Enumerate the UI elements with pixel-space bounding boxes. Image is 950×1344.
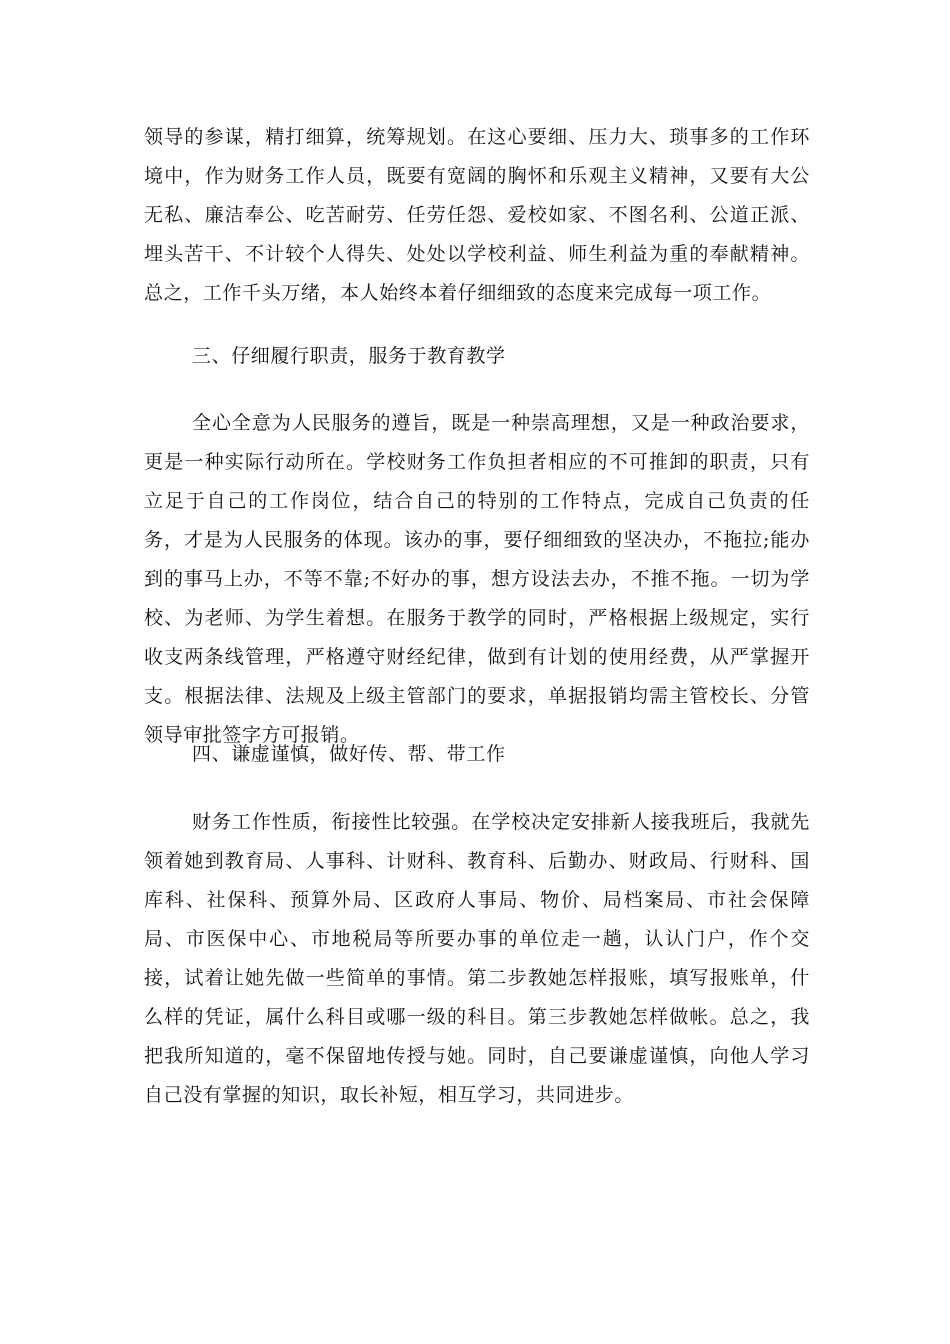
section-heading-4: 四、谦虚谨慎，做好传、帮、带工作 [192, 743, 506, 765]
paragraph-section-3: 全心全意为人民服务的遵旨，既是一种崇高理想，又是一种政治要求，更是一种实际行动所在。学校财务工作负担者相应的不可推卸的职责，只有立足于自己的工作岗位，结合自己的特别的工作特点，完成自己负责的任务，才是为人民服务的体现。该办的事，要仔细细致的坚决办，不拖拉;能办到的事马上办，不等不靠;不好办的事，想方设法去办，不推不拖。一切为学校、为老师、为学生着想。在服务于教学的同时，严格根据上级规定，实行收支两条线管理，严格遵守财经纪律，做到有计划的使用经费，从严掌握开支。根据法律、法规及上级主管部门的要求，单据报销均需主管校长、分管领导审批签字方可报销。 [144, 412, 810, 746]
paragraph-section-4: 财务工作性质，衔接性比较强。在学校决定安排新人接我班后，我就先领着她到教育局、人事科、计财科、教育科、后勤办、财政局、行财科、国库科、社保科、预算外局、区政府人事局、物价、局档案局、市社会保障局、市医保中心、市地税局等所要办事的单位走一趟，认认门户，作个交接，试着让她先做一些简单的事情。第二步教她怎样报账，填写报账单，什么样的凭证，属什么科目或哪一级的科目。第三步教她怎样做帐。总之，我把我所知道的，毫不保留地传授与她。同时，自己要谦虚谨慎，向他人学习自己没有掌握的知识，取长补短，相互学习，共同进步。 [144, 811, 810, 1106]
section-heading-3: 三、仔细履行职责，服务于教育教学 [192, 345, 506, 367]
paragraph-continued: 领导的参谋，精打细算，统筹规划。在这心要细、压力大、琐事多的工作环境中，作为财务工作人员，既要有宽阔的胸怀和乐观主义精神，又要有大公无私、廉洁奉公、吃苦耐劳、任劳任怨、爱校如家、不图名利、公道正派、埋头苦干、不计较个人得失、处处以学校利益、师生利益为重的奉献精神。总之，工作千头万绪，本人始终本着仔细细致的态度来完成每一项工作。 [144, 126, 810, 304]
